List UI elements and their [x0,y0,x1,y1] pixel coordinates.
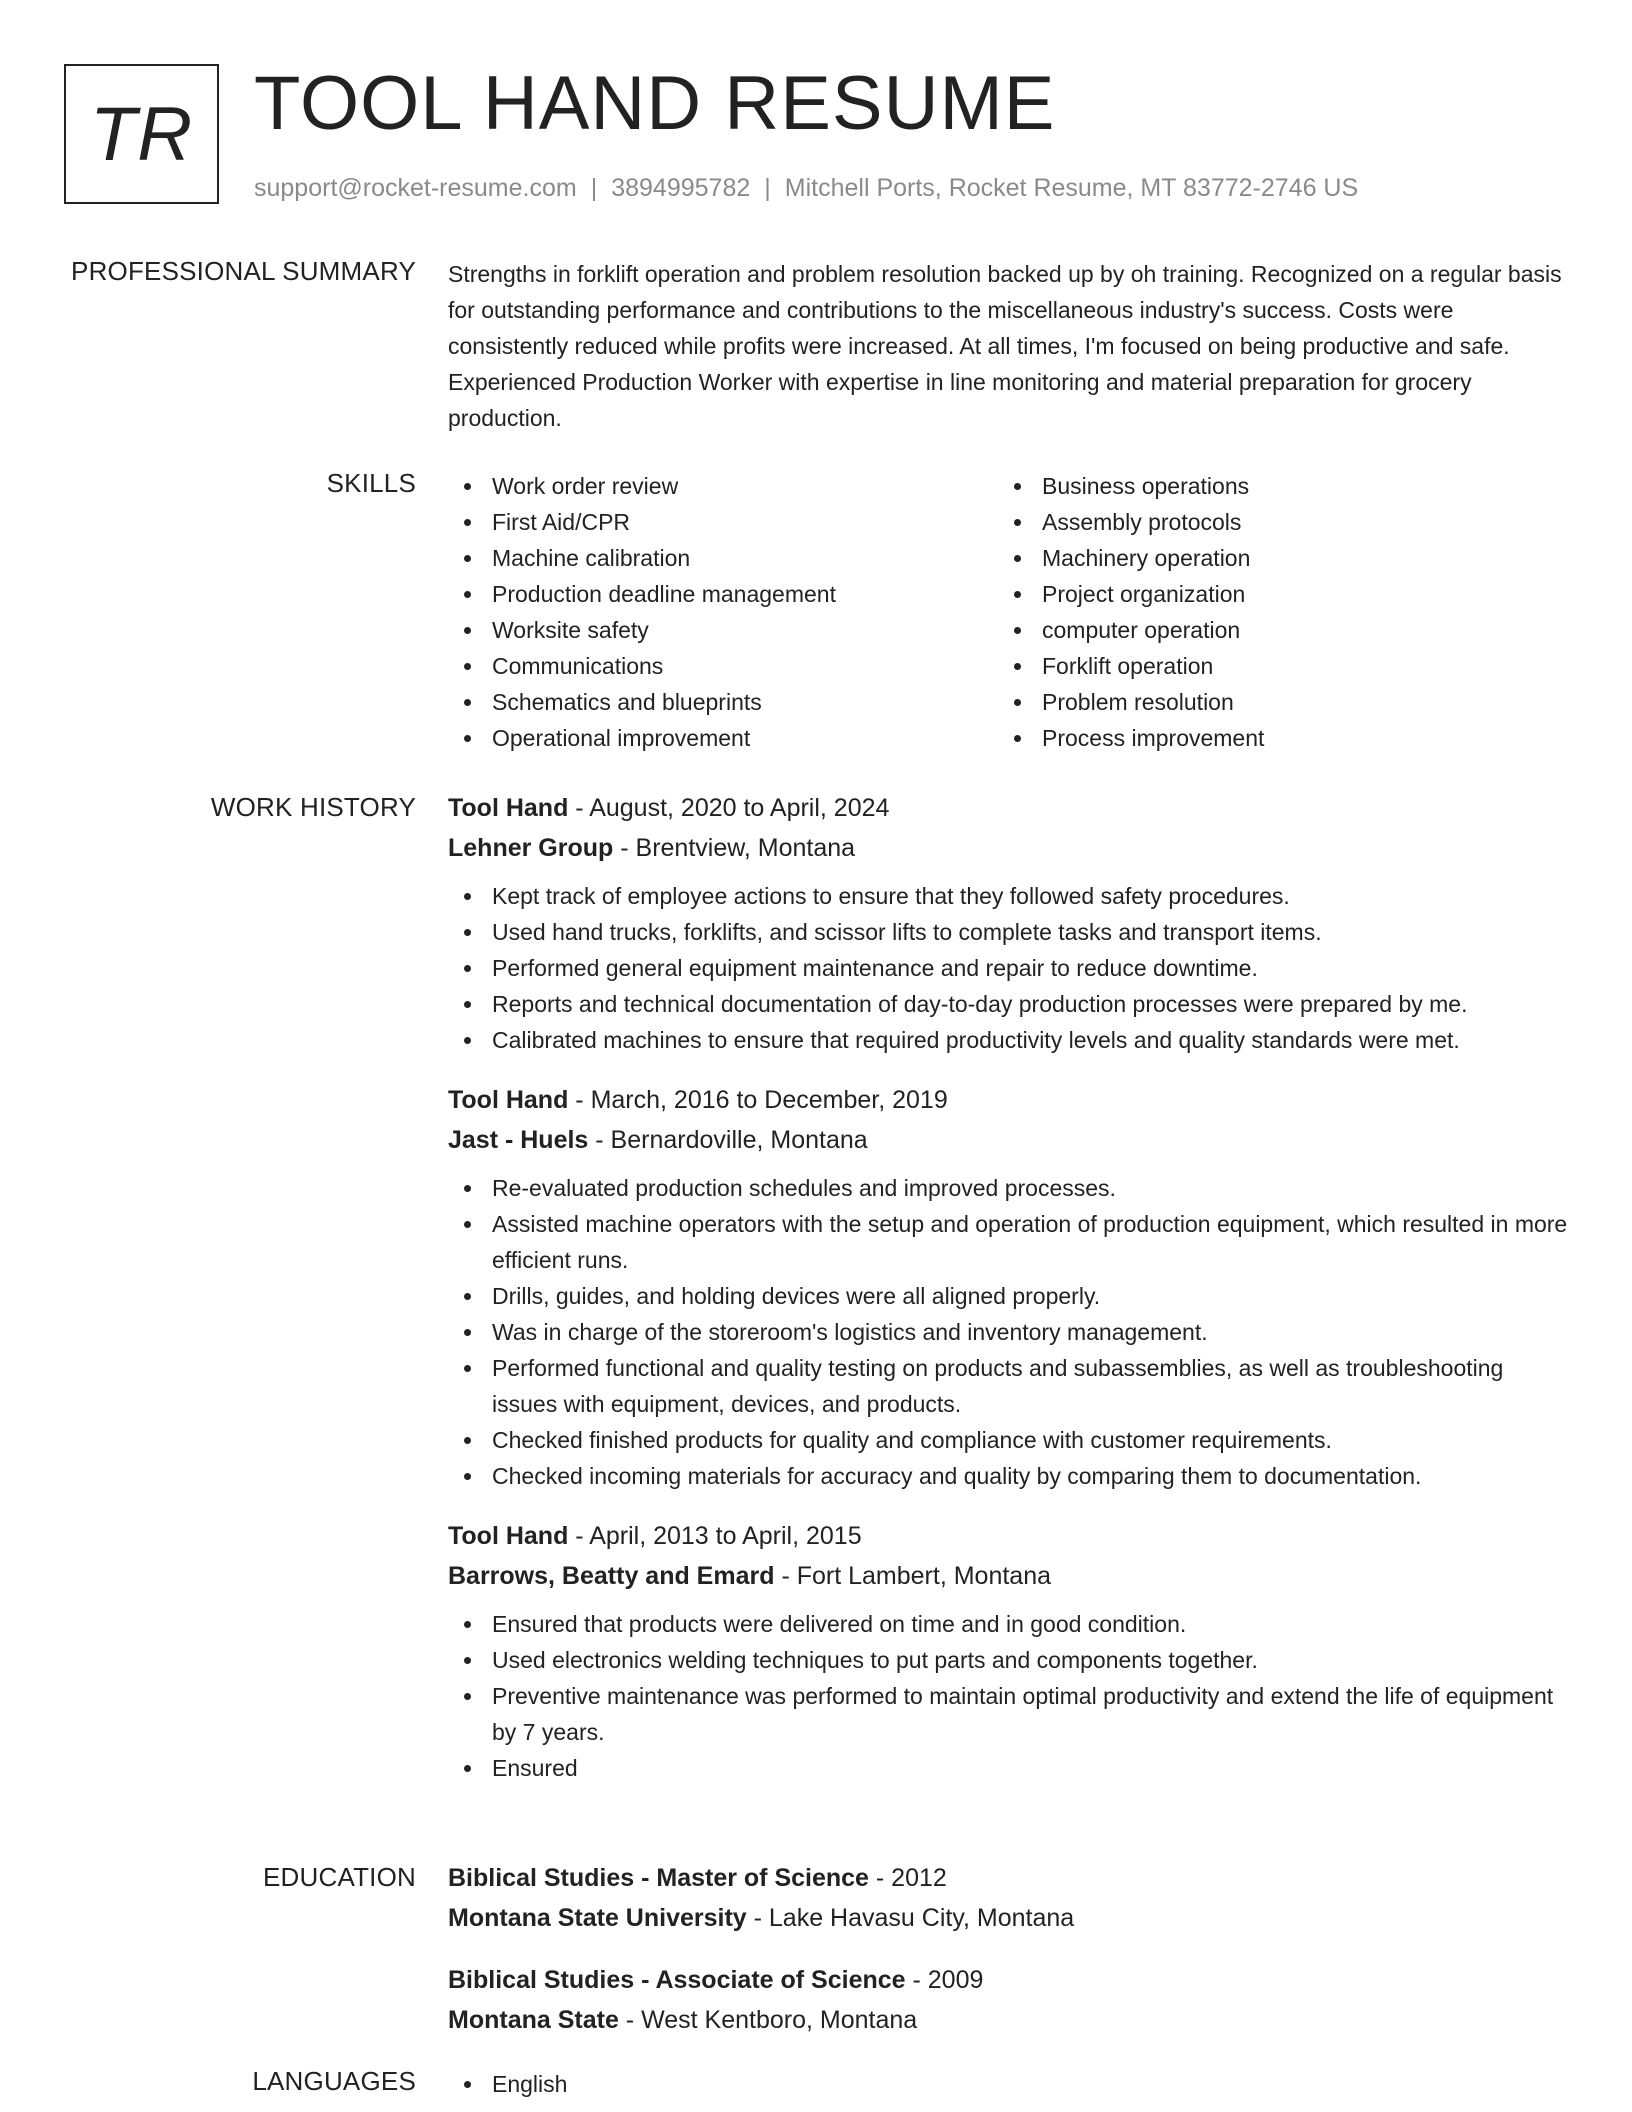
skill-item: computer operation [998,612,1548,648]
skill-item: Project organization [998,576,1548,612]
job-bullet: Drills, guides, and holding devices were all aligned properly. [448,1278,1572,1314]
contact-address: Mitchell Ports, Rocket Resume, MT 83772-2746 US [784,174,1359,202]
job-location: - Bernardoville, Montana [588,1126,868,1154]
job-entry [448,1080,1572,1494]
job-bullet: Checked incoming materials for accuracy and quality by comparing them to documentation. [448,1458,1572,1494]
resume-header [64,61,1568,214]
job-dates: - March, 2016 to December, 2019 [568,1086,948,1114]
job-dates: - April, 2013 to April, 2015 [568,1522,862,1550]
education-school-line [448,2000,1572,2040]
contact-line [254,174,1358,203]
language-item: English [448,2066,1572,2102]
job-bullet: Checked finished products for quality and compliance with customer requirements. [448,1422,1572,1458]
skill-item: Schematics and blueprints [448,684,998,720]
education-entry [448,1960,1572,2040]
job-bullet: Preventive maintenance was performed to maintain optimal productivity and extend the life of equipment by 7 years. [448,1678,1572,1750]
skill-item: Problem resolution [998,684,1548,720]
resume-title: TOOL HAND RESUME [254,61,1056,146]
languages-list [448,2066,1572,2102]
job-company-line [448,828,1572,868]
job-title: Tool Hand [448,794,569,822]
job-bullets [448,1170,1572,1494]
skill-item: Business operations [998,468,1548,504]
skill-item: Assembly protocols [998,504,1548,540]
education-entry [448,1858,1572,1938]
languages-heading: LANGUAGES [252,2066,416,2096]
job-bullet: Used hand trucks, forklifts, and scissor lifts to complete tasks and transport items. [448,914,1572,950]
skill-item: Machine calibration [448,540,998,576]
skills-list-right [998,468,1548,756]
job-dates: - August, 2020 to April, 2024 [568,794,890,822]
education-location: - West Kentboro, Montana [618,2006,918,2034]
job-entry [448,788,1572,1058]
job-company: Jast - Huels [448,1126,589,1154]
job-bullet: Performed functional and quality testing on products and subassemblies, as well as troubleshooting issues with equipment, devices, and products. [448,1350,1572,1422]
job-title-line [448,1516,1572,1556]
monogram-logo: TR [64,64,219,204]
skill-item: Work order review [448,468,998,504]
job-entry [448,1516,1572,1786]
education-school-line [448,1898,1572,1938]
job-bullet: Used electronics welding techniques to put parts and components together. [448,1642,1572,1678]
job-bullets [448,1606,1572,1786]
contact-phone: 3894995782 [611,174,751,202]
education-year: - 2012 [868,1864,947,1892]
education-degree-line [448,1858,1572,1898]
job-company: Barrows, Beatty and Emard [448,1562,775,1590]
skill-item: Machinery operation [998,540,1548,576]
job-bullet: Reports and technical documentation of day-to-day production processes were prepared by me. [448,986,1572,1022]
contact-separator: | [764,174,771,202]
job-bullet: Performed general equipment maintenance and repair to reduce downtime. [448,950,1572,986]
education-degree: Biblical Studies - Associate of Science [448,1966,906,1994]
education-heading: EDUCATION [263,1862,416,1892]
education-year: - 2009 [905,1966,984,1994]
skills-heading: SKILLS [326,468,416,498]
job-title: Tool Hand [448,1086,569,1114]
skill-item: Forklift operation [998,648,1548,684]
job-title-line [448,788,1572,828]
job-bullet: Assisted machine operators with the setup and operation of production equipment, which resulted in more efficient runs. [448,1206,1572,1278]
education-location: - Lake Havasu City, Montana [746,1904,1075,1932]
education-school: Montana State [448,2006,619,2034]
work-history-heading: WORK HISTORY [210,792,416,822]
skills-list-left [448,468,998,756]
job-company-line [448,1556,1572,1596]
job-bullet: Re-evaluated production schedules and improved processes. [448,1170,1572,1206]
contact-email: support@rocket-resume.com [254,174,577,202]
job-bullet: Ensured that products were delivered on time and in good condition. [448,1606,1572,1642]
summary-heading: PROFESSIONAL SUMMARY [71,256,416,286]
summary-text: Strengths in forklift operation and problem resolution backed up by oh training. Recognized on a regular basis for outstanding performance and contributions to the miscellaneous industry's success. Costs were consistently reduced while profits were increased. At all times, I'm focused on being productive and safe. Experienced Production Worker with expertise in line monitoring and material preparation for grocery production. [448,261,1562,431]
job-title-line [448,1080,1572,1120]
job-company: Lehner Group [448,834,614,862]
job-title: Tool Hand [448,1522,569,1550]
education-degree: Biblical Studies - Master of Science [448,1864,869,1892]
job-location: - Fort Lambert, Montana [774,1562,1052,1590]
job-bullet: Kept track of employee actions to ensure that they followed safety procedures. [448,878,1572,914]
skill-item: Worksite safety [448,612,998,648]
job-company-line [448,1120,1572,1160]
skill-item: Process improvement [998,720,1548,756]
job-bullet: Calibrated machines to ensure that required productivity levels and quality standards were met. [448,1022,1572,1058]
job-bullet: Was in charge of the storeroom's logistics and inventory management. [448,1314,1572,1350]
education-degree-line [448,1960,1572,2000]
skill-item: Production deadline management [448,576,998,612]
job-bullets [448,878,1572,1058]
job-bullet: Ensured [448,1750,1572,1786]
education-school: Montana State University [448,1904,747,1932]
job-location: - Brentview, Montana [613,834,856,862]
skill-item: Communications [448,648,998,684]
skill-item: First Aid/CPR [448,504,998,540]
skill-item: Operational improvement [448,720,998,756]
contact-separator: | [590,174,598,202]
